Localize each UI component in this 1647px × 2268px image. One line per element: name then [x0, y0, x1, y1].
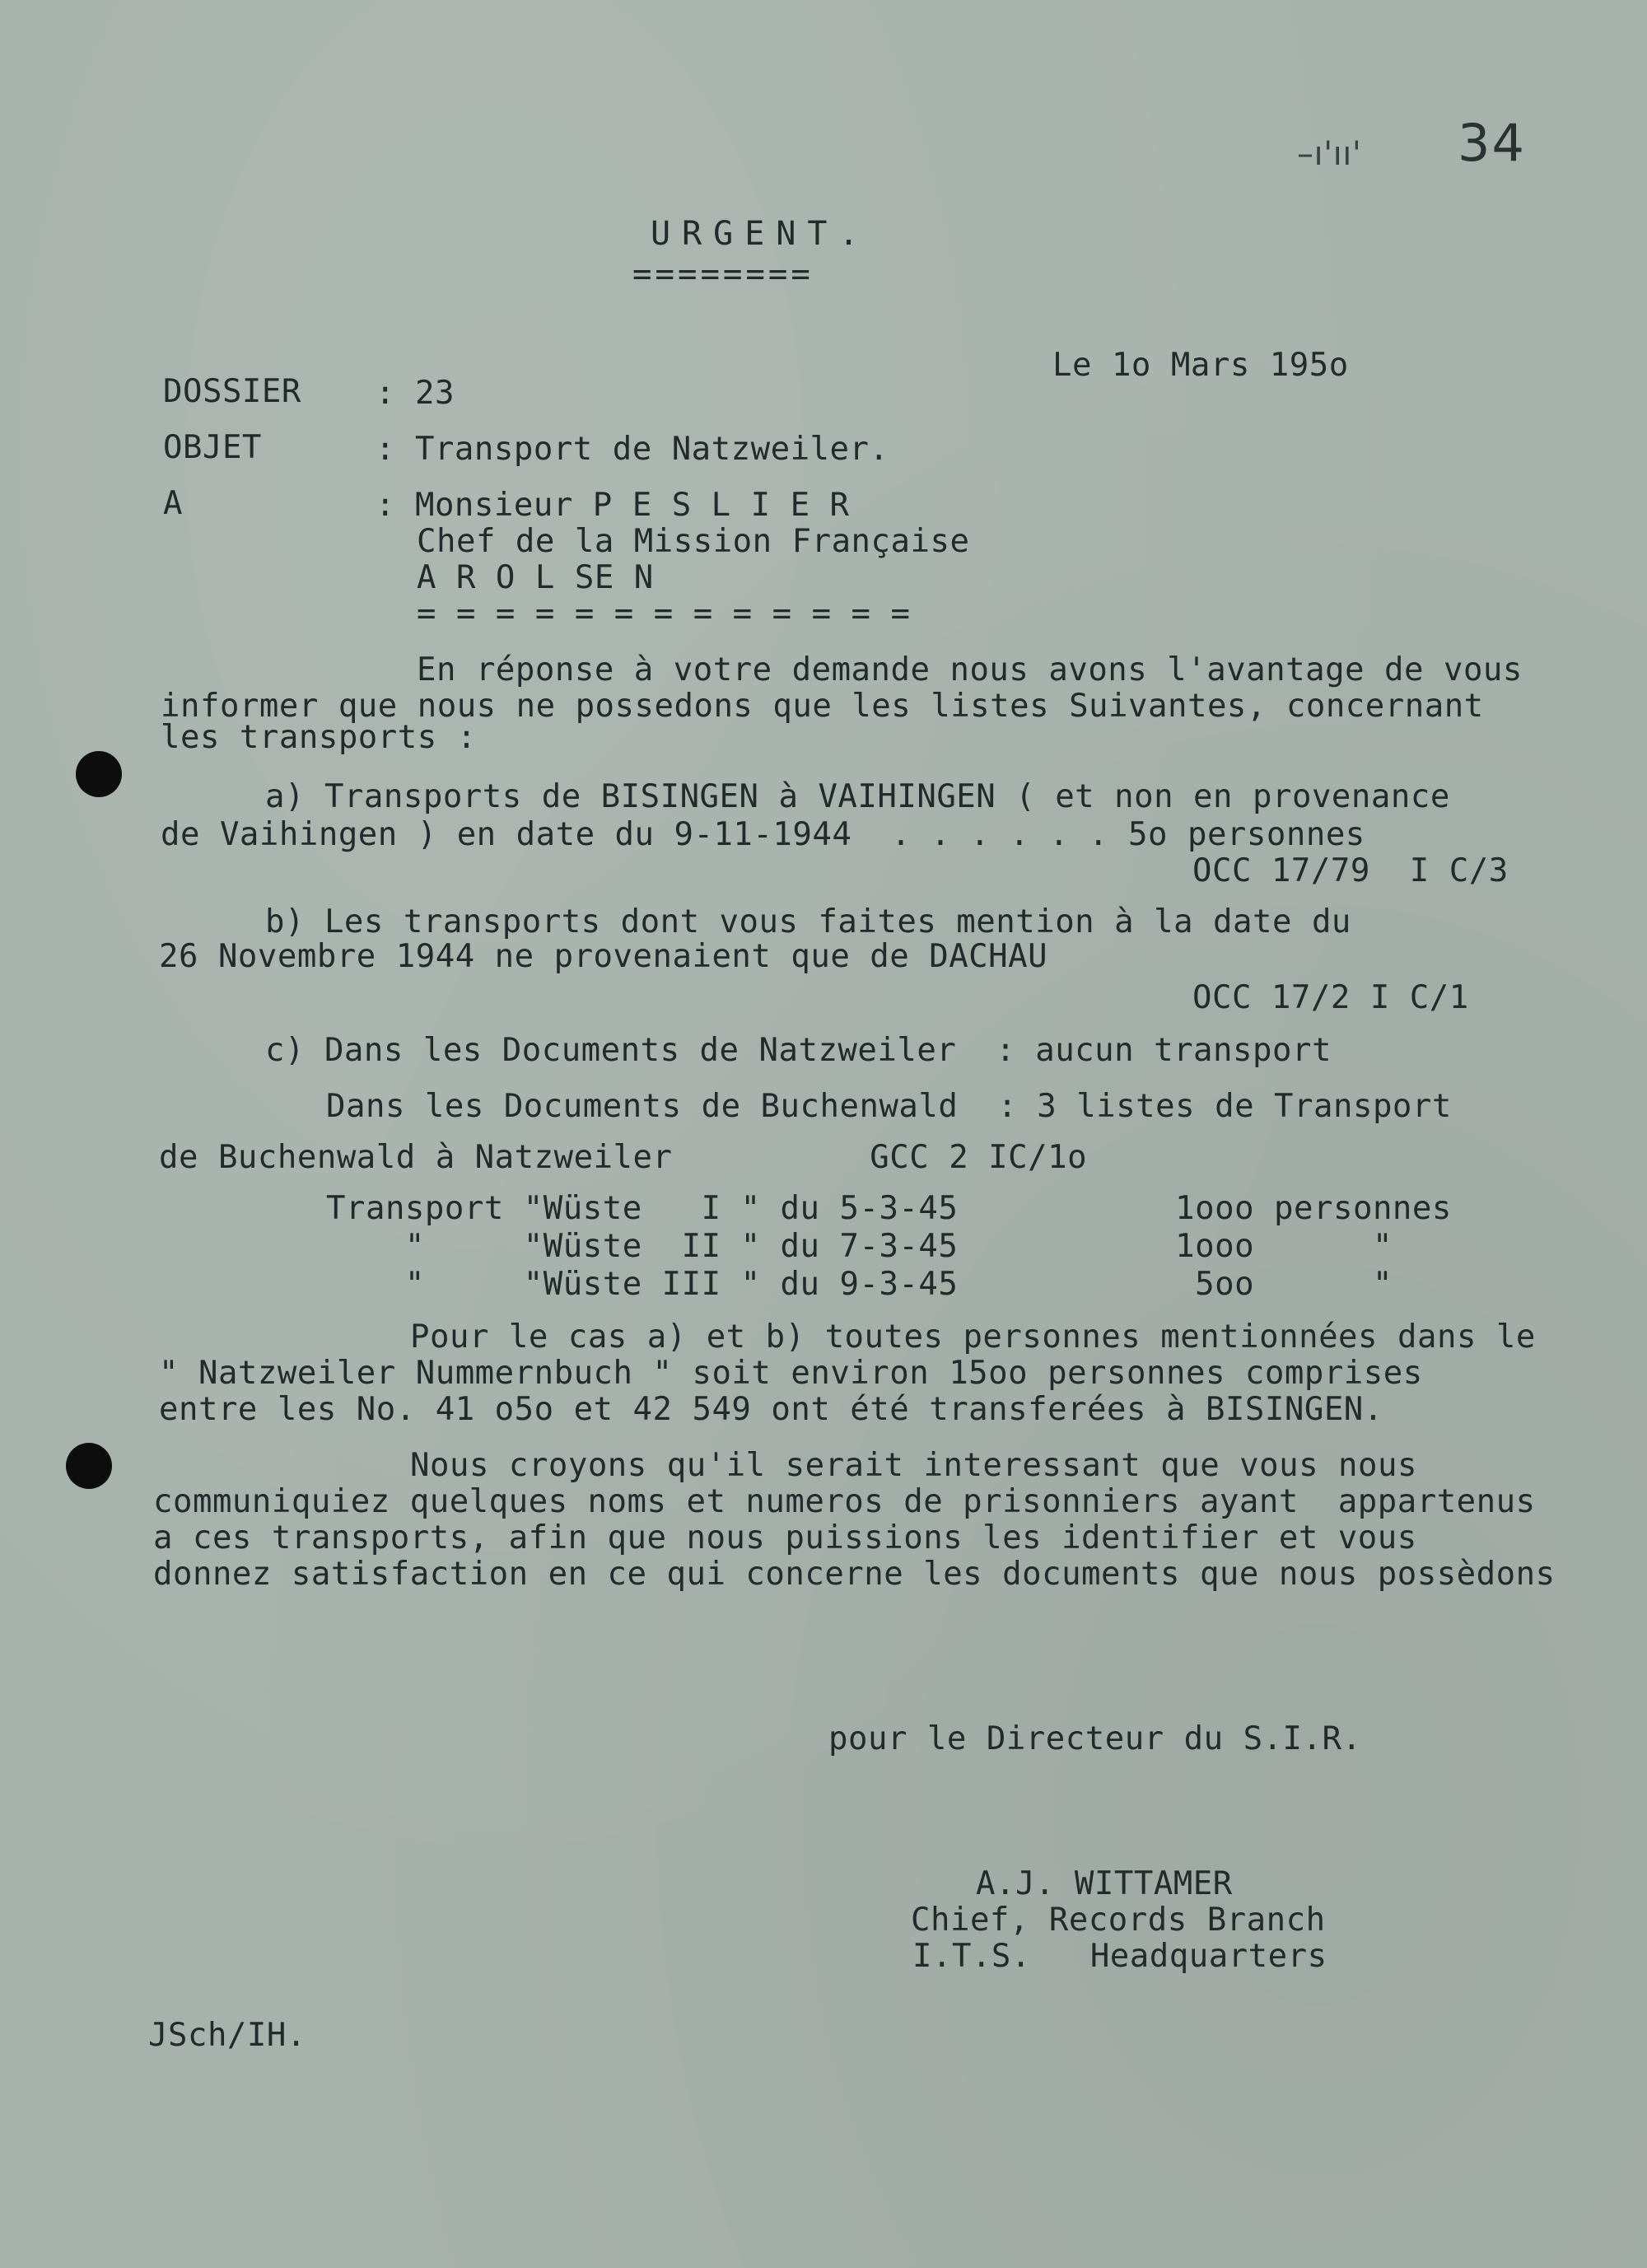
transport-row-3: " "Wüste III " du 9-3-45 5oo ": [326, 1266, 1393, 1303]
intro-line-3: les transports :: [161, 719, 477, 756]
item-c-line-1: c) Dans les Documents de Natzweiler : aucun transport: [265, 1032, 1332, 1069]
signature-title: Chief, Records Branch: [911, 1902, 1326, 1939]
recipient-line-2: Chef de la Mission Française: [417, 523, 970, 560]
para-cases-line-3: entre les No. 41 o5o et 42 549 ont été transferées à BISINGEN.: [159, 1391, 1383, 1428]
item-a-line-1: a) Transports de BISINGEN à VAIHINGEN ( et non en provenance: [265, 778, 1450, 815]
urgent-heading: URGENT.: [651, 215, 870, 253]
transport-row-1: Transport "Wüste I " du 5-3-45 1ooo personnes: [326, 1190, 1452, 1227]
recipient-line-1: : Monsieur P E S L I E R: [376, 487, 850, 524]
item-b-line-2: 26 Novembre 1944 ne provenaient que de DACHAU: [159, 938, 1048, 975]
recipient-label: A: [163, 485, 183, 522]
recipient-line-3: A R O L SE N: [417, 559, 654, 596]
item-a-reference: OCC 17/79 I C/3: [1192, 852, 1509, 889]
signature-name: A.J. WITTAMER: [976, 1865, 1233, 1902]
item-b-line-1: b) Les transports dont vous faites mention à la date du: [265, 903, 1351, 940]
para-request-line-1: Nous croyons qu'il serait interessant que vous nous: [410, 1447, 1417, 1484]
dossier-value: : 23: [376, 375, 455, 412]
punch-hole-top: [76, 751, 122, 797]
para-request-line-3: a ces transports, afin que nous puissions les identifier et vous: [153, 1519, 1417, 1556]
item-b-reference: OCC 17/2 I C/1: [1192, 979, 1469, 1016]
item-c-line-2: Dans les Documents de Buchenwald : 3 listes de Transport: [326, 1088, 1452, 1125]
date-line: Le 1o Mars 195o: [1052, 347, 1349, 384]
punch-hole-bottom: [66, 1443, 112, 1489]
transport-row-2: " "Wüste II " du 7-3-45 1ooo ": [326, 1228, 1393, 1265]
urgent-underline: ========: [632, 256, 814, 293]
typist-reference: JSch/IH.: [148, 2017, 306, 2054]
item-c-line-3: de Buchenwald à Natzweiler GCC 2 IC/1o: [159, 1139, 1088, 1176]
dossier-label: DOSSIER: [163, 373, 301, 410]
intro-line-1: En réponse à votre demande nous avons l'avantage de vous: [417, 651, 1523, 688]
objet-value: : Transport de Natzweiler.: [376, 431, 889, 468]
para-request-line-2: communiquiez quelques noms et numeros de prisonniers ayant appartenus: [153, 1483, 1536, 1520]
intro-line-2: informer que nous ne possedons que les listes Suivantes, concernant: [161, 688, 1484, 725]
page-number: 34: [1458, 113, 1526, 173]
item-a-line-2: de Vaihingen ) en date du 9-11-1944 . . . . . . 5o personnes: [161, 816, 1365, 853]
recipient-underline: = = = = = = = = = = = = =: [417, 595, 911, 632]
para-cases-line-2: " Natzweiler Nummernbuch " soit environ 15oo personnes comprises: [159, 1355, 1423, 1392]
signature-org: I.T.S. Headquarters: [912, 1938, 1327, 1975]
para-cases-line-1: Pour le cas a) et b) toutes personnes mentionnées dans le: [410, 1318, 1536, 1356]
para-request-line-4: donnez satisfaction en ce qui concerne les documents que nous possèdons: [153, 1556, 1556, 1593]
corner-stamp-mark: –ı'ıı': [1297, 135, 1362, 173]
signature-on-behalf: pour le Directeur du S.I.R.: [828, 1720, 1362, 1757]
objet-label: OBJET: [163, 429, 262, 466]
